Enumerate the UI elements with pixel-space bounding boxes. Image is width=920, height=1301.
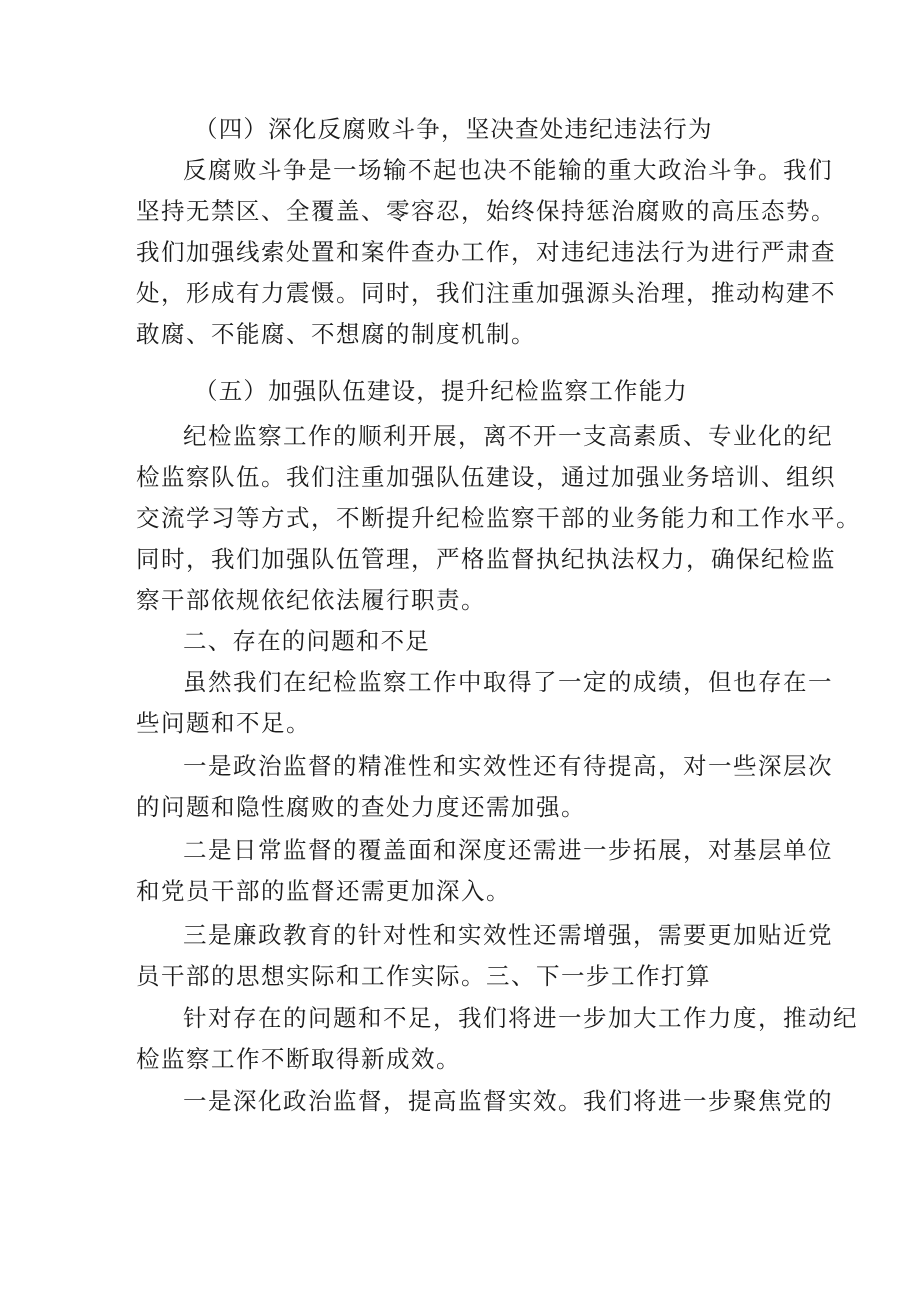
part-two-item-one-line-1: 一是政治监督的精准性和实效性还有待提高，对一些深层次 [183, 752, 833, 780]
part-three-intro-line-2: 检监察工作不断取得新成效。 [136, 1045, 461, 1073]
part-two-item-two-line-1: 二是日常监督的覆盖面和深度还需进一步拓展，对基层单位 [183, 836, 833, 864]
part-two-item-two-line-2: 和党员干部的监督还需更加深入。 [136, 877, 511, 905]
part-three-item-one-line-1: 一是深化政治监督，提高监督实效。我们将进一步聚焦党的 [183, 1087, 833, 1115]
section-five-line-5: 察干部依规依纪依法履行职责。 [136, 586, 486, 614]
part-two-heading: 二、存在的问题和不足 [183, 627, 430, 655]
section-four-line-4: 处，形成有力震慑。同时，我们注重加强源头治理，推动构建不 [136, 279, 836, 307]
section-five-line-4: 同时，我们加强队伍管理，严格监督执纪执法权力，确保纪检监 [136, 545, 836, 573]
part-two-intro-line-1: 虽然我们在纪检监察工作中取得了一定的成绩，但也存在一 [183, 668, 833, 696]
section-four-line-2: 坚持无禁区、全覆盖、零容忍，始终保持惩治腐败的高压态势。 [136, 197, 836, 225]
part-two-item-three-line-2: 员干部的思想实际和工作实际。三、下一步工作打算 [136, 962, 711, 990]
part-two-intro-line-2: 些问题和不足。 [136, 709, 311, 737]
section-five-line-2: 检监察队伍。我们注重加强队伍建设，通过加强业务培训、组织 [136, 463, 836, 491]
section-five-heading: （五）加强队伍建设，提升纪检监察工作能力 [194, 377, 688, 405]
part-two-item-three-line-1: 三是廉政教育的针对性和实效性还需增强，需要更加贴近党 [183, 921, 833, 949]
section-five-line-1: 纪检监察工作的顺利开展，离不开一支高素质、专业化的纪 [183, 422, 833, 450]
part-three-intro-line-1: 针对存在的问题和不足，我们将进一步加大工作力度，推动纪 [183, 1004, 858, 1032]
section-four-line-5: 敢腐、不能腐、不想腐的制度机制。 [136, 320, 536, 348]
section-four-line-1: 反腐败斗争是一场输不起也决不能输的重大政治斗争。我们 [183, 156, 833, 184]
section-four-heading: （四）深化反腐败斗争，坚决查处违纪违法行为 [194, 115, 713, 143]
part-two-item-one-line-2: 的问题和隐性腐败的查处力度还需加强。 [136, 793, 586, 821]
section-five-line-3: 交流学习等方式，不断提升纪检监察干部的业务能力和工作水平。 [136, 504, 861, 532]
section-four-line-3: 我们加强线索处置和案件查办工作，对违纪违法行为进行严肃查 [136, 238, 836, 266]
